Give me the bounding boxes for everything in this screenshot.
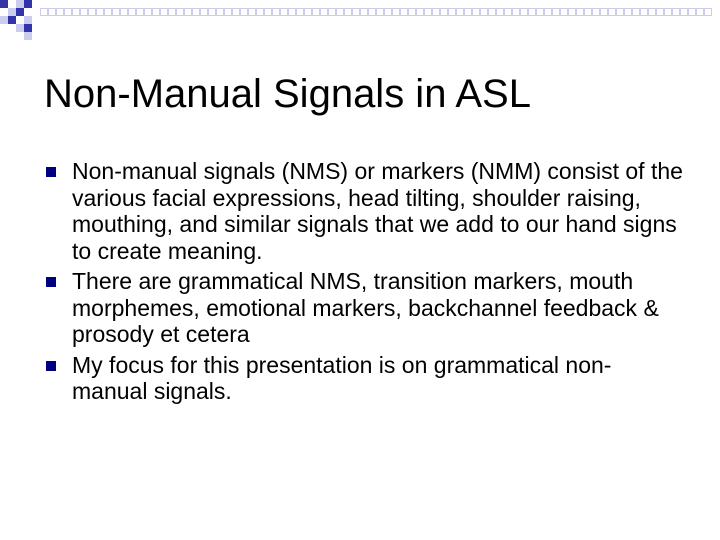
pattern-strip-square	[473, 9, 480, 16]
pattern-strip-square	[41, 9, 48, 16]
pattern-strip-square	[201, 9, 208, 16]
pattern-strip-square	[609, 9, 616, 16]
pattern-strip-square	[273, 9, 280, 16]
pattern-square	[8, 16, 16, 24]
pattern-strip-square	[521, 9, 528, 16]
pattern-strip-square	[489, 9, 496, 16]
pattern-strip-square	[97, 9, 104, 16]
pattern-strip-square	[529, 9, 536, 16]
pattern-strip-square	[465, 9, 472, 16]
pattern-strip-square	[209, 9, 216, 16]
pattern-strip-square	[377, 9, 384, 16]
pattern-strip-square	[625, 9, 632, 16]
pattern-strip-square	[321, 9, 328, 16]
pattern-strip-square	[185, 9, 192, 16]
pattern-strip-square	[353, 9, 360, 16]
pattern-strip-square	[81, 9, 88, 16]
pattern-square	[16, 8, 24, 16]
pattern-strip-square	[105, 9, 112, 16]
pattern-strip-square	[601, 9, 608, 16]
pattern-strip-square	[137, 9, 144, 16]
pattern-square	[8, 8, 16, 16]
pattern-strip-square	[545, 9, 552, 16]
pattern-strip-square	[673, 9, 680, 16]
pattern-strip-square	[249, 9, 256, 16]
pattern-strip-square	[641, 9, 648, 16]
pattern-strip-square	[617, 9, 624, 16]
pattern-strip-square	[57, 9, 64, 16]
pattern-strip-square	[233, 9, 240, 16]
pattern-strip-square	[305, 9, 312, 16]
pattern-strip-square	[649, 9, 656, 16]
pattern-strip-square	[665, 9, 672, 16]
pattern-strip-square	[585, 9, 592, 16]
pattern-strip-square	[129, 9, 136, 16]
pattern-strip-square	[417, 9, 424, 16]
pattern-strip-square	[561, 9, 568, 16]
pattern-strip-square	[449, 9, 456, 16]
pattern-strip-square	[161, 9, 168, 16]
pattern-square	[16, 0, 24, 8]
pattern-strip-square	[313, 9, 320, 16]
bullet-text: Non-manual signals (NMS) or markers (NMM) consist of the various facial expressions, head tilting, shoulder raising, mouthing, and similar signals that we add to our hand signs to create meaning.	[72, 158, 683, 264]
pattern-square	[16, 24, 24, 32]
pattern-strip-square	[553, 9, 560, 16]
pattern-strip-square	[481, 9, 488, 16]
pattern-strip-square	[289, 9, 296, 16]
pattern-strip-square	[689, 9, 696, 16]
corner-checker-pattern	[0, 0, 720, 48]
pattern-strip-square	[177, 9, 184, 16]
pattern-square	[24, 24, 32, 32]
slide-title: Non-Manual Signals in ASL	[44, 72, 531, 116]
pattern-strip-square	[385, 9, 392, 16]
pattern-strip-square	[681, 9, 688, 16]
pattern-strip-square	[705, 9, 712, 16]
pattern-strip-square	[73, 9, 80, 16]
pattern-strip-square	[89, 9, 96, 16]
bullet-item-nms-definition	[44, 158, 684, 264]
bullet-item-nms-types	[44, 268, 684, 348]
bullet-text: My focus for this presentation is on grammatical non-manual signals.	[72, 351, 612, 404]
pattern-strip-square	[65, 9, 72, 16]
bullet-list	[44, 158, 684, 409]
pattern-square	[0, 0, 8, 8]
pattern-strip-square	[657, 9, 664, 16]
pattern-strip-square	[225, 9, 232, 16]
pattern-square	[24, 16, 32, 24]
pattern-strip-square	[401, 9, 408, 16]
pattern-strip-square	[505, 9, 512, 16]
pattern-strip-square	[697, 9, 704, 16]
pattern-strip-square	[577, 9, 584, 16]
pattern-strip-square	[633, 9, 640, 16]
square-bullet-icon	[46, 167, 56, 177]
pattern-strip-square	[513, 9, 520, 16]
pattern-strip-square	[153, 9, 160, 16]
pattern-strip-square	[217, 9, 224, 16]
pattern-strip-square	[569, 9, 576, 16]
pattern-strip-square	[49, 9, 56, 16]
pattern-strip-square	[257, 9, 264, 16]
pattern-strip-square	[193, 9, 200, 16]
pattern-square	[0, 16, 8, 24]
pattern-square	[24, 0, 32, 8]
pattern-strip-square	[265, 9, 272, 16]
pattern-strip-square	[425, 9, 432, 16]
pattern-strip-square	[441, 9, 448, 16]
bullet-text: There are grammatical NMS, transition markers, mouth morphemes, emotional markers, backchannel feedback & prosody et cetera	[72, 268, 659, 347]
square-bullet-icon	[46, 361, 56, 371]
pattern-strip-square	[433, 9, 440, 16]
pattern-strip-square	[329, 9, 336, 16]
pattern-strip-square	[169, 9, 176, 16]
pattern-strip-square	[281, 9, 288, 16]
bullet-item-presentation-focus	[44, 352, 684, 405]
square-bullet-icon	[46, 277, 56, 287]
pattern-strip-square	[457, 9, 464, 16]
pattern-strip-square	[297, 9, 304, 16]
pattern-square	[24, 32, 32, 40]
pattern-strip-square	[409, 9, 416, 16]
pattern-strip-square	[497, 9, 504, 16]
pattern-strip-square	[241, 9, 248, 16]
pattern-strip-square	[337, 9, 344, 16]
pattern-strip-square	[361, 9, 368, 16]
pattern-strip-square	[145, 9, 152, 16]
pattern-strip-square	[113, 9, 120, 16]
pattern-strip-square	[345, 9, 352, 16]
pattern-strip-square	[393, 9, 400, 16]
pattern-strip-square	[369, 9, 376, 16]
pattern-strip-square	[537, 9, 544, 16]
pattern-strip-square	[593, 9, 600, 16]
pattern-strip-square	[121, 9, 128, 16]
